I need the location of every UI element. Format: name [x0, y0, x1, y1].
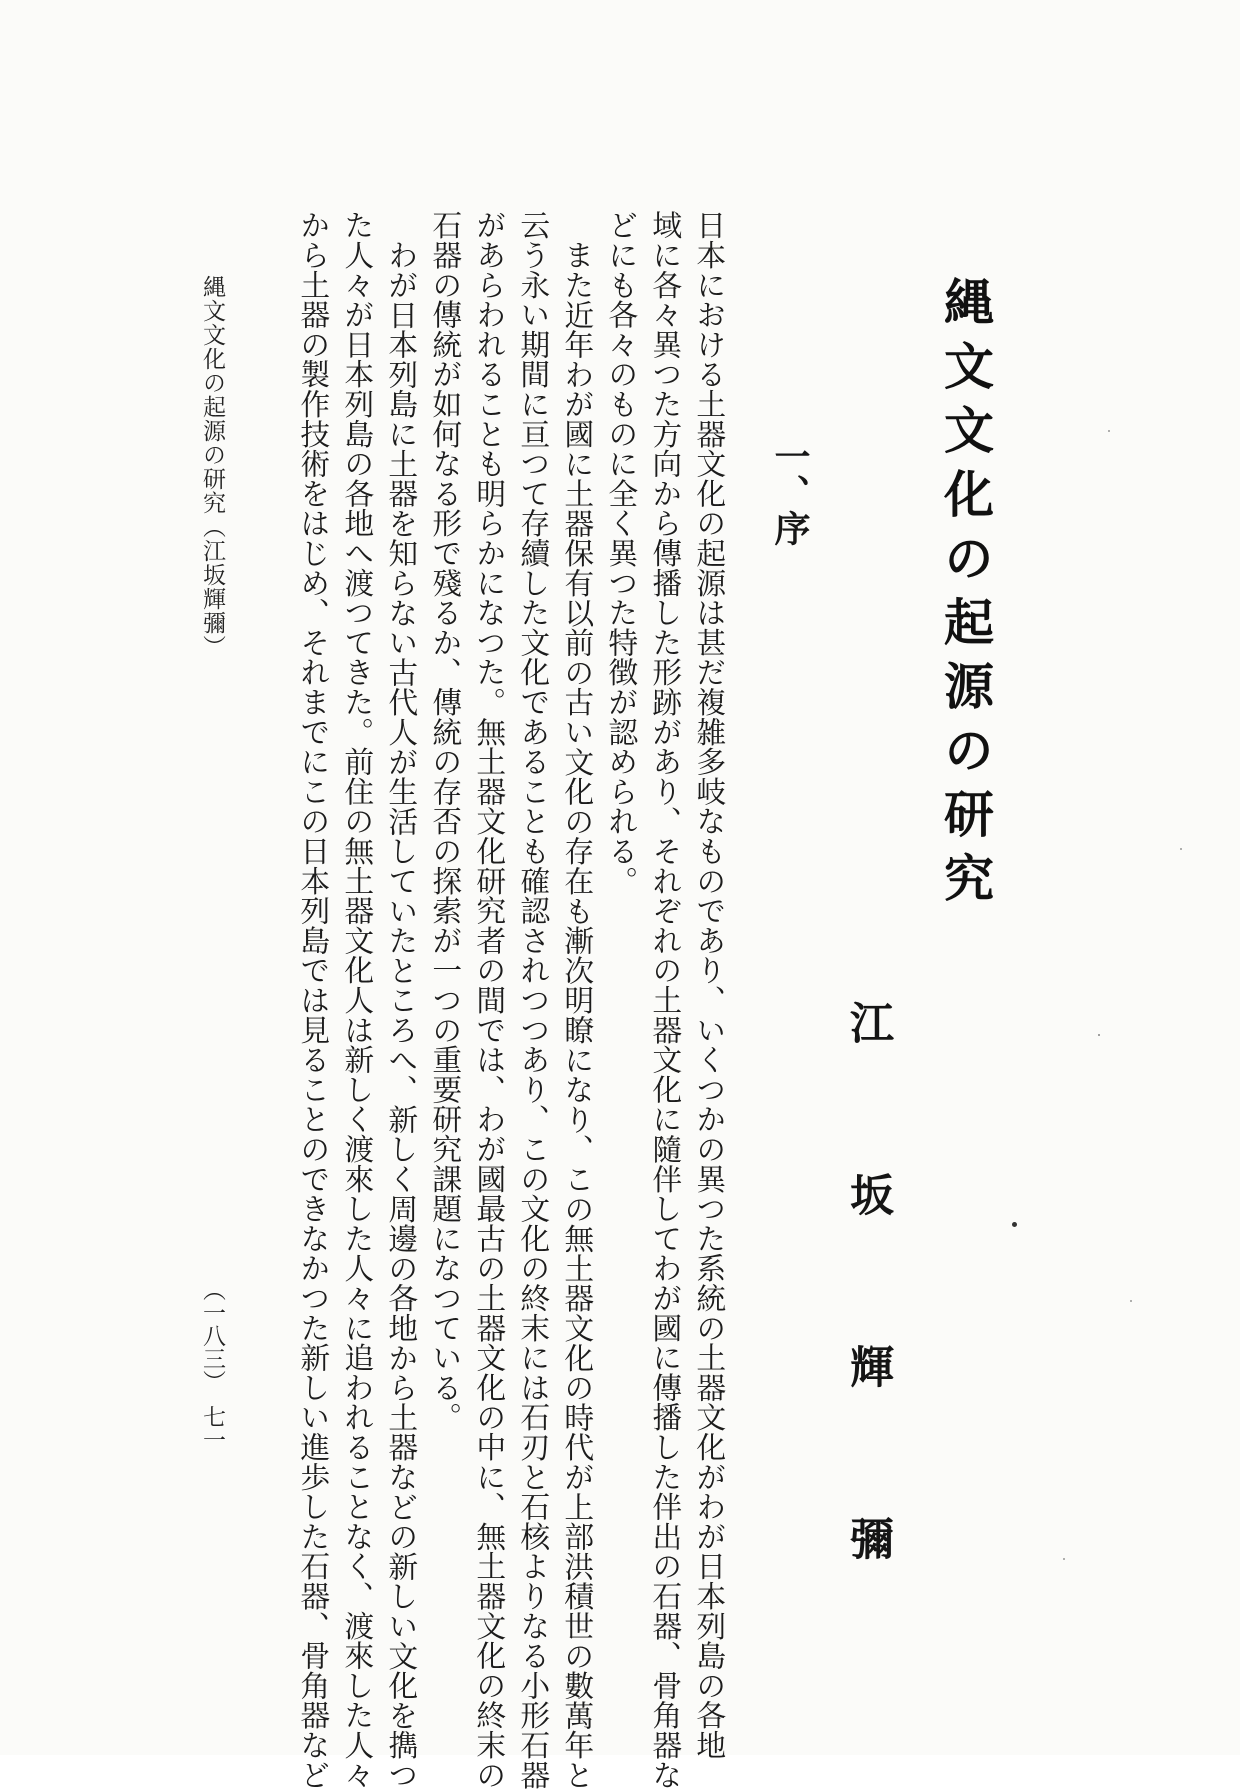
body-column-4: また近年わが國に土器保有以前の古い文化の存在も漸次明瞭になり、この無土器文化の時代が上部洪積世の數萬年と: [558, 240, 594, 1790]
print-speck: [1180, 848, 1182, 850]
body-column-7: 石器の傳統が如何なる形で殘るか、傳統の存否の探索が一つの重要研究課題になつている。: [426, 210, 462, 1432]
body-column-8: わが日本列島に土器を知らない古代人が生活していたところへ、新しく周邊の各地から土器などの新しい文化を擕つ: [382, 240, 418, 1790]
print-speck: [1098, 1034, 1100, 1036]
author-char: 坂: [842, 1172, 893, 1216]
body-column-5: 云う永い期間に亘つて存續した文化であることも確認されつつあり、この文化の終末には石刃と石核よりなる小形石器: [514, 210, 550, 1790]
body-column-1: 日本における土器文化の起源は甚だ複雑多岐なものであり、いくつかの異つた系統の土器文化がわが日本列島の各地: [690, 210, 726, 1760]
body-column-6: があらわれることも明らかになつた。無土器文化研究者の間では、わが國最古の土器文化の中に、無土器文化の終末の: [470, 210, 506, 1790]
author-char: 彌: [842, 1516, 893, 1560]
body-column-9: た人々が日本列島の各地へ渡つてきた。前住の無土器文化人は新しく渡來した人々に追われることなく、渡來した人々: [338, 210, 374, 1790]
print-speck: [1108, 430, 1110, 432]
print-speck: [1063, 1558, 1065, 1560]
print-speck: [1130, 1300, 1132, 1302]
page-number: （一八三）: [199, 1278, 225, 1393]
author-name: [842, 1000, 893, 1560]
print-speck: [1012, 1222, 1017, 1227]
author-char: 輝: [842, 1344, 893, 1388]
running-head: 縄文文化の起源の研究（江坂輝彌）: [199, 275, 225, 659]
body-column-10: から土器の製作技術をはじめ、それまでにこの日本列島では見ることのできなかつた新しい進歩した石器、骨角器など: [294, 210, 330, 1790]
section-heading: 一、序: [769, 438, 811, 546]
body-column-3: どにも各々のものに全く異つた特徴が認められる。: [602, 210, 638, 896]
body-column-2: 域に各々異つた方向から傳播した形跡があり、それぞれの土器文化に隨伴してわが國に傳播した伴出の石器、骨角器な: [646, 210, 682, 1790]
article-title: 縄文文化の起源の研究: [936, 276, 995, 916]
author-char: 江: [842, 1000, 893, 1044]
folio: 七一: [199, 1405, 225, 1451]
